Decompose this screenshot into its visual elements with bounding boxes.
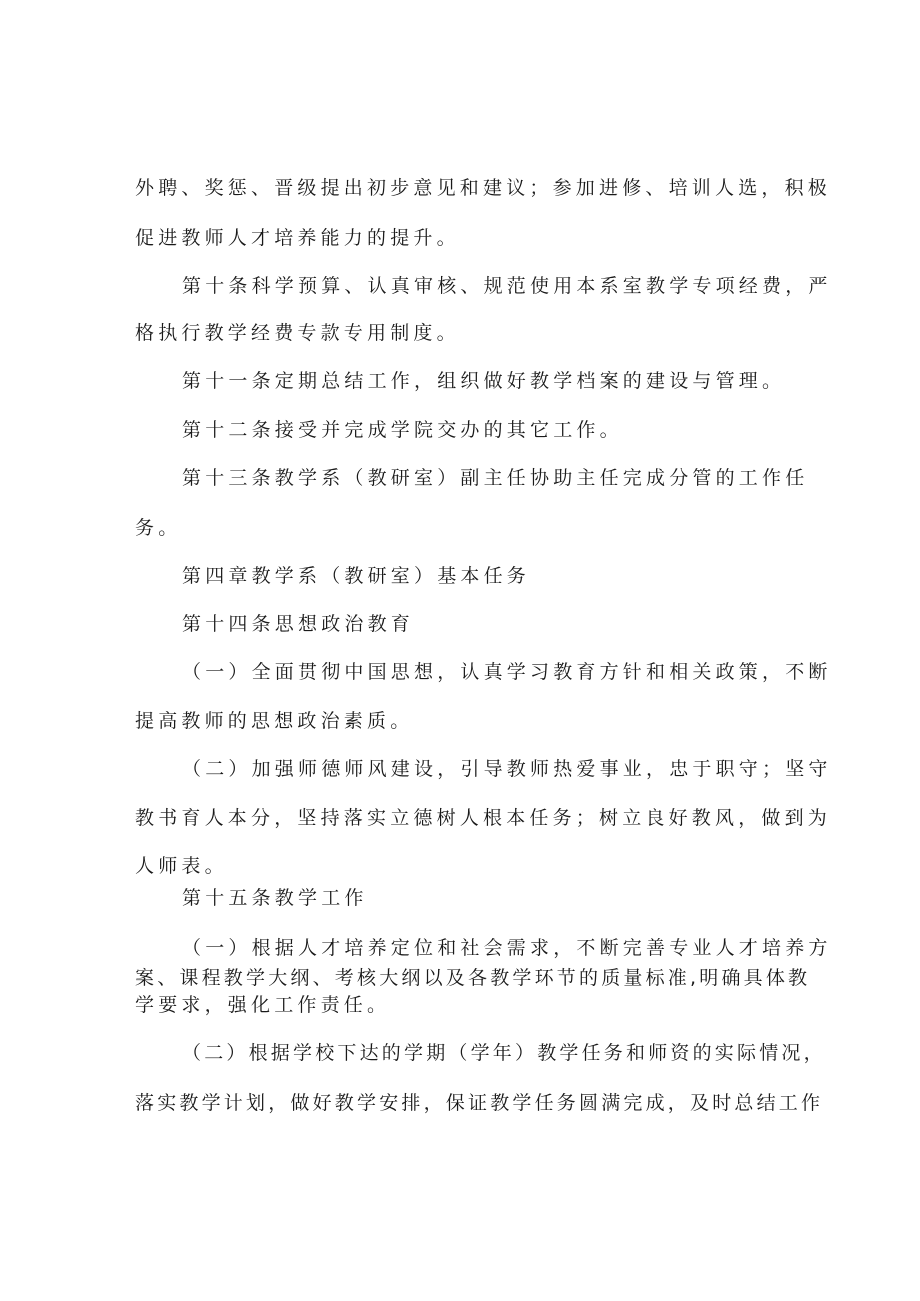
text-line: 人师表。: [135, 855, 228, 877]
text-line: 促进教师人才培养能力的提升。: [135, 227, 460, 249]
article-11: 第十一条定期总结工作，组织做好教学档案的建设与管理。: [182, 370, 786, 392]
clause-14-2: （二）加强师德师风建设，引导教师热爱事业，忠于职守；坚守: [182, 758, 832, 780]
text-line: 外聘、奖惩、晋级提出初步意见和建议；参加进修、培训人选，积极: [135, 177, 832, 199]
text-line: 格执行教学经费专款专用制度。: [135, 322, 460, 344]
clause-15-1: （一）根据人才培养定位和社会需求，不断完善专业人才培养方: [182, 937, 832, 959]
text-line: 提高教师的思想政治素质。: [135, 710, 414, 732]
text-line: 教书育人本分，坚持落实立德树人根本任务；树立良好教风，做到为: [135, 807, 832, 829]
article-10: 第十条科学预算、认真审核、规范使用本系室教学专项经费，严: [182, 275, 832, 297]
text-line: 务。: [135, 517, 182, 539]
article-13: 第十三条教学系（教研室）副主任协助主任完成分管的工作任: [182, 467, 809, 489]
article-12: 第十二条接受并完成学院交办的其它工作。: [182, 419, 623, 441]
text-line: 学要求，强化工作责任。: [135, 994, 391, 1016]
chapter-4-heading: 第四章教学系（教研室）基本任务: [182, 565, 531, 587]
text-line: 案、课程教学大纲、考核大纲以及各教学环节的质量标准,明确具体教: [135, 967, 811, 989]
clause-14-1: （一）全面贯彻中国思想，认真学习教育方针和相关政策，不断: [182, 661, 832, 683]
article-15: 第十五条教学工作: [182, 887, 368, 909]
text-line: 落实教学计划，做好教学安排，保证教学任务圆满完成，及时总结工作: [135, 1092, 824, 1114]
clause-15-2: （二）根据学校下达的学期（学年）教学任务和师资的实际情况，: [182, 1042, 826, 1064]
article-14: 第十四条思想政治教育: [182, 613, 415, 635]
